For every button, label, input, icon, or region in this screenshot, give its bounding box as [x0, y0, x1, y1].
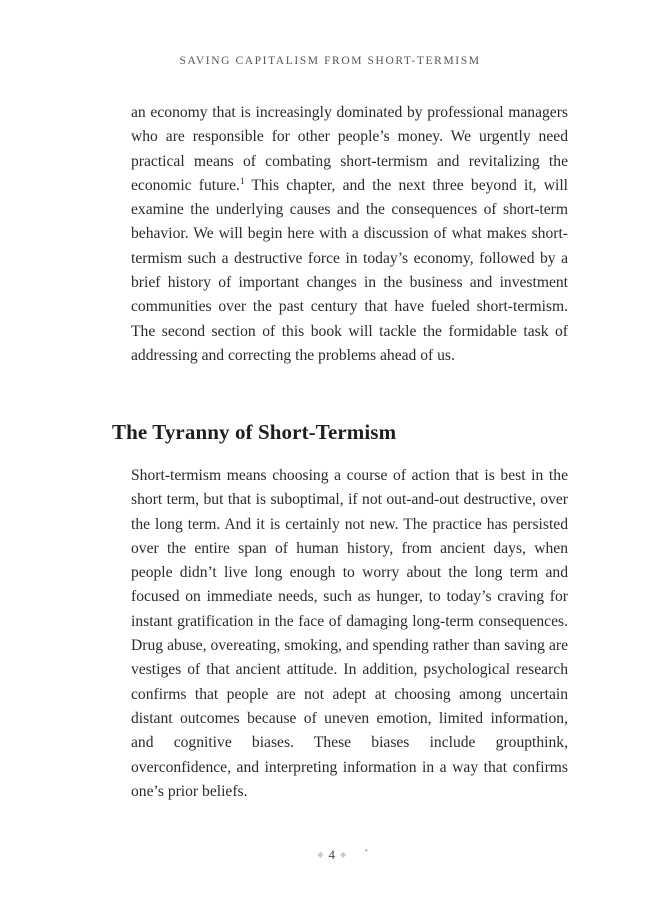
- folio-ornament-left-icon: ◆: [317, 850, 324, 859]
- paragraph-1-text-b: This chapter, and the next three beyond it, will examine the underlying causes and the consequences of short-term behavior. We will begin here with a discussion of what makes short-termism such a destructive force in today’s economy, followed by a brief history of important changes in the business and investment communities over the past century that have fueled short-termism. The second section of this book will tackle the formidable task of addressing and correcting the problems ahead of us.: [131, 176, 568, 364]
- page-number: 4: [328, 847, 336, 862]
- body-paragraph-2: Short-termism means choosing a course of action that is best in the short term, but that is suboptimal, if not out-and-out destructive, over the long term. And it is certainly not new. The practice has persisted over the entire span of human history, from ancient days, when people didn’t live long enough to worry about the long term and focused on immediate needs, such as hunger, to today’s craving for instant gratification in the face of damaging long-term consequences. Drug abuse, overeating, smoking, and spending rather than saving are vestiges of that ancient attitude. In addition, psychological research confirms that people are not adept at choosing among uncertain distant outcomes because of uneven emotion, limited information, and cognitive biases. These biases include groupthink, overconfidence, and interpreting information in a way that confirms one’s prior beliefs.: [131, 467, 568, 800]
- running-head: SAVING CAPITALISM FROM SHORT-TERMISM: [179, 55, 481, 67]
- paragraph-1-text-a: an economy that is increasingly dominated by professional managers who are responsible for other people’s money. We urgently need practical means of combating short-termism and revitalizing the economic future.: [131, 104, 568, 194]
- ink-speck-icon: •: [365, 847, 368, 855]
- section-heading: The Tyranny of Short-Termism: [112, 420, 397, 444]
- footnote-reference[interactable]: 1: [239, 175, 245, 186]
- body-paragraph-1: [131, 101, 568, 368]
- page-folio: [0, 847, 660, 863]
- folio-ornament-right-icon: ◆: [340, 850, 347, 859]
